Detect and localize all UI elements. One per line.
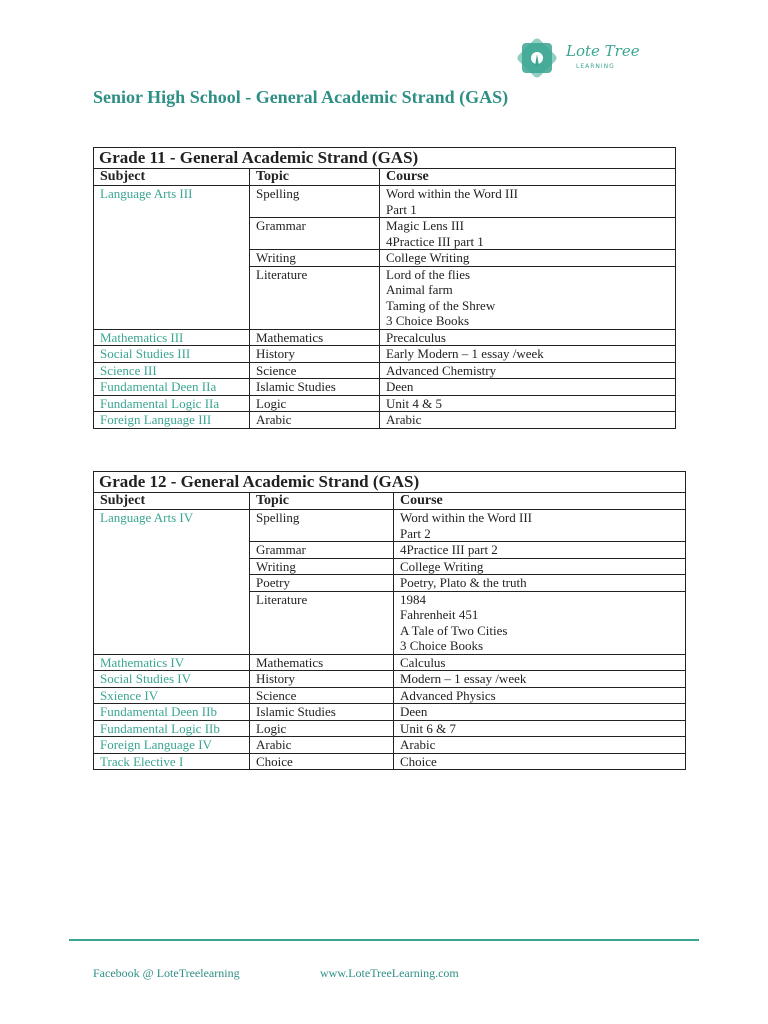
topic-cell: Logic [250,720,394,737]
table-row [94,654,686,671]
course-cell [394,510,686,542]
table-row [94,687,686,704]
course-line: Taming of the Shrew [386,297,496,313]
course-cell: 4Practice III part 2 [394,542,686,559]
course-cell [380,266,676,329]
subject-cell: Social Studies III [94,346,250,363]
course-cell [380,218,676,250]
subject-cell: Mathematics III [94,329,250,346]
grade-12-table [93,471,686,770]
table-row [94,753,686,770]
subject-cell: Foreign Language IV [94,737,250,754]
course-line: Fahrenheit 451 [400,607,479,622]
course-cell: College Writing [394,558,686,575]
topic-cell: Writing [250,250,380,267]
subject-cell: Language Arts IV [94,510,250,655]
topic-cell: Logic [250,395,380,412]
column-header-topic: Topic [250,493,394,510]
course-line: A Tale of Two Cities [400,622,508,638]
subject-cell: Science III [94,362,250,379]
topic-cell: Poetry [250,575,394,592]
course-line: Animal farm [386,282,453,297]
course-line: Magic Lens III [386,218,464,233]
course-cell: Unit 4 & 5 [380,395,676,412]
topic-cell: Science [250,687,394,704]
table-row [94,346,676,363]
website-link[interactable]: www.LoteTreeLearning.com [320,966,459,980]
course-cell [380,250,676,267]
topic-cell: Literature [250,591,394,654]
column-header-course: Course [380,169,676,186]
course-cell [380,186,676,218]
topic-cell: Arabic [250,737,394,754]
subject-cell: Track Elective I [94,753,250,770]
subject-cell: Fundamental Logic IIa [94,395,250,412]
column-header-subject: Subject [94,493,250,510]
course-cell: Unit 6 & 7 [394,720,686,737]
table-row [94,510,686,542]
course-cell: Early Modern – 1 essay /week [380,346,676,363]
course-line: Part 1 [386,201,417,217]
course-cell: Poetry, Plato & the truth [394,575,686,592]
course-cell: Deen [380,379,676,396]
course-cell: Advanced Chemistry [380,362,676,379]
topic-cell: Islamic Studies [250,379,380,396]
course-cell: Calculus [394,654,686,671]
subject-cell: Social Studies IV [94,671,250,688]
topic-cell: Grammar [250,218,380,250]
course-line: Part 2 [400,525,431,541]
course-cell: Modern – 1 essay /week [394,671,686,688]
course-line: 1984 [400,591,426,607]
topic-cell: Literature [250,266,380,329]
course-line: 3 Choice Books [400,638,484,653]
table-row [94,412,676,429]
subject-cell: Foreign Language III [94,412,250,429]
topic-cell: Arabic [250,412,380,429]
page-title: Senior High School - General Academic Strand (GAS) [93,87,509,107]
footer-divider [69,939,699,941]
course-cell: Deen [394,704,686,721]
table-row [94,720,686,737]
topic-cell: Choice [250,753,394,770]
logo-tagline: LEARNING [576,63,615,70]
table-row [94,379,676,396]
topic-cell: Islamic Studies [250,704,394,721]
course-cell: Advanced Physics [394,687,686,704]
subject-cell: Mathematics IV [94,654,250,671]
table-row [94,186,676,218]
table-row [94,362,676,379]
table-row [94,395,676,412]
column-header-topic: Topic [250,169,380,186]
topic-cell: Science [250,362,380,379]
facebook-link[interactable]: Facebook @ LoteTreelearning [93,966,240,980]
subject-cell: Sxience IV [94,687,250,704]
grade-11-table [93,147,676,429]
table-row [94,704,686,721]
logo-name: Lote Tree [566,42,640,60]
topic-cell: Writing [250,558,394,575]
course-line: Word within the Word III [400,510,532,525]
grade-12-caption: Grade 12 - General Academic Strand (GAS) [94,472,686,493]
course-cell: Choice [394,753,686,770]
course-cell: Arabic [394,737,686,754]
course-line: Word within the Word III [386,186,518,201]
course-cell [394,591,686,654]
subject-cell: Language Arts III [94,186,250,330]
topic-cell: Mathematics [250,654,394,671]
course-cell: Arabic [380,412,676,429]
subject-cell: Fundamental Logic IIb [94,720,250,737]
table-row [94,671,686,688]
topic-cell: Spelling [250,510,394,542]
course-line: College Writing [386,250,470,265]
table-row [94,329,676,346]
column-header-subject: Subject [94,169,250,186]
subject-cell: Fundamental Deen IIa [94,379,250,396]
grade-11-caption: Grade 11 - General Academic Strand (GAS) [94,148,676,169]
topic-cell: History [250,671,394,688]
course-line: 4Practice III part 1 [386,233,484,249]
column-header-course: Course [394,493,686,510]
topic-cell: History [250,346,380,363]
course-line: 3 Choice Books [386,313,470,328]
topic-cell: Spelling [250,186,380,218]
course-cell: Precalculus [380,329,676,346]
subject-cell: Fundamental Deen IIb [94,704,250,721]
course-line: Lord of the flies [386,266,471,282]
topic-cell: Grammar [250,542,394,559]
table-row [94,737,686,754]
topic-cell: Mathematics [250,329,380,346]
